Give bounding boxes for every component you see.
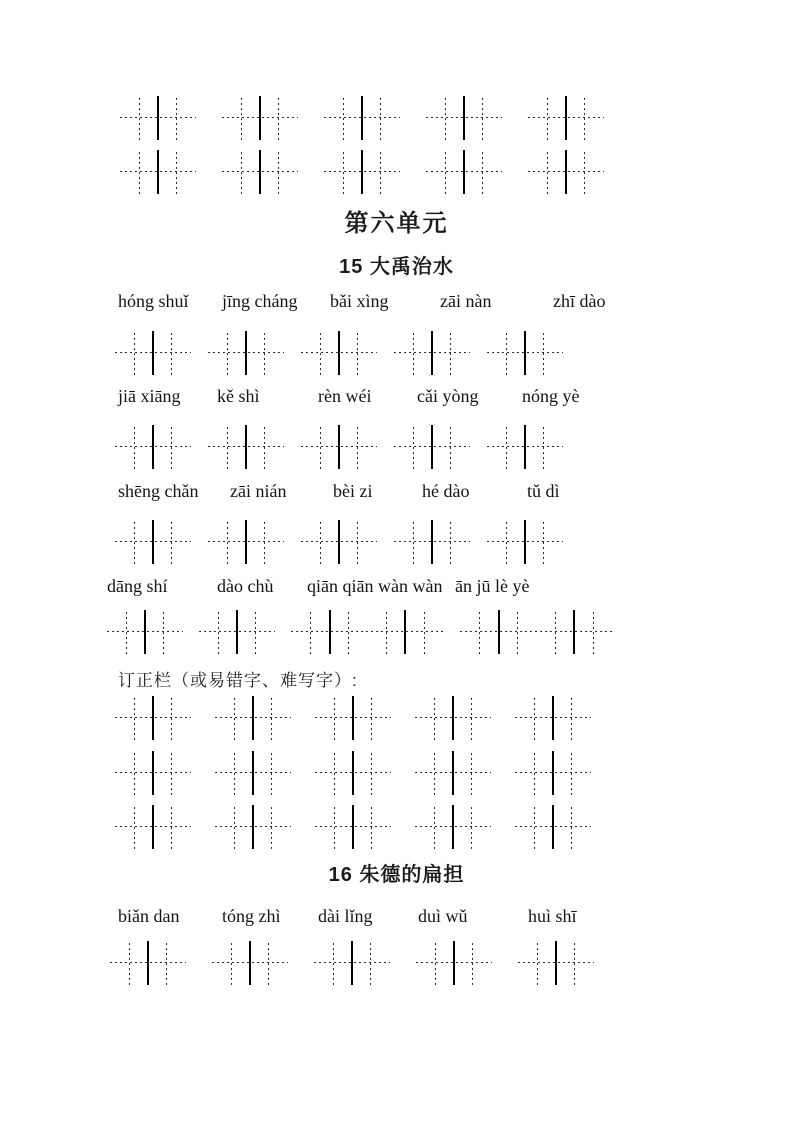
tianzige-grid — [120, 96, 196, 140]
practice-grid-row — [115, 331, 563, 375]
tianzige-grid — [426, 150, 502, 194]
tianzige-grid — [222, 150, 298, 194]
tianzige-grid — [415, 751, 491, 795]
tianzige-grid — [115, 331, 191, 375]
tianzige-grid-wide — [460, 610, 613, 654]
pinyin-word: tóng zhì — [222, 906, 281, 926]
tianzige-grid — [215, 696, 291, 740]
practice-grid-row — [115, 520, 563, 564]
pinyin-row — [0, 291, 793, 317]
tianzige-grid — [315, 751, 391, 795]
practice-grid-row — [120, 150, 604, 194]
pinyin-row — [0, 576, 793, 602]
tianzige-grid — [301, 331, 377, 375]
tianzige-grid — [394, 520, 470, 564]
tianzige-grid — [394, 331, 470, 375]
tianzige-grid — [115, 696, 191, 740]
tianzige-grid — [208, 331, 284, 375]
pinyin-word: huì shī — [528, 906, 577, 926]
tianzige-grid — [301, 520, 377, 564]
pinyin-word: dào chù — [217, 576, 274, 596]
pinyin-word: rèn wéi — [318, 386, 372, 406]
tianzige-grid — [115, 751, 191, 795]
pinyin-word: qiān qiān wàn wàn — [307, 576, 443, 596]
tianzige-grid — [110, 941, 186, 985]
pinyin-word: jīng cháng — [222, 291, 298, 311]
tianzige-grid — [315, 805, 391, 849]
tianzige-grid — [115, 805, 191, 849]
tianzige-grid — [487, 520, 563, 564]
pinyin-word: bèi zi — [333, 481, 373, 501]
practice-grid-row — [107, 610, 613, 654]
pinyin-word: zāi nián — [230, 481, 287, 501]
pinyin-word: dài lǐng — [318, 906, 373, 926]
tianzige-grid — [107, 610, 183, 654]
pinyin-word: hóng shuǐ — [118, 291, 189, 311]
tianzige-grid — [315, 696, 391, 740]
pinyin-row — [0, 481, 793, 507]
tianzige-grid — [115, 425, 191, 469]
tianzige-grid-wide — [291, 610, 444, 654]
pinyin-word: shēng chǎn — [118, 481, 199, 501]
tianzige-grid — [518, 941, 594, 985]
tianzige-grid — [301, 425, 377, 469]
pinyin-row — [0, 386, 793, 412]
tianzige-grid — [215, 805, 291, 849]
tianzige-grid — [208, 520, 284, 564]
pinyin-word: tǔ dì — [527, 481, 560, 501]
tianzige-grid — [426, 96, 502, 140]
unit-title: 第六单元 — [344, 210, 449, 237]
pinyin-word: jiā xiāng — [118, 386, 181, 406]
pinyin-word: bǎi xìng — [330, 291, 389, 311]
pinyin-word: biǎn dan — [118, 906, 180, 926]
tianzige-grid — [314, 941, 390, 985]
tianzige-grid — [115, 520, 191, 564]
pinyin-word: nóng yè — [522, 386, 580, 406]
pinyin-word: zāi nàn — [440, 291, 492, 311]
pinyin-word: zhī dào — [553, 291, 606, 311]
pinyin-word: dāng shí — [107, 576, 168, 596]
tianzige-grid — [394, 425, 470, 469]
practice-grid-row — [120, 96, 604, 140]
practice-grid-row — [115, 696, 591, 740]
pinyin-word: duì wǔ — [418, 906, 468, 926]
tianzige-grid — [528, 96, 604, 140]
lesson-16-title: 16 朱德的扁担 — [328, 864, 465, 886]
tianzige-grid — [199, 610, 275, 654]
tianzige-grid — [515, 696, 591, 740]
correction-label: 订正栏（或易错字、难写字）: — [118, 671, 358, 690]
practice-grid-row — [115, 751, 591, 795]
tianzige-grid — [324, 150, 400, 194]
lesson-15-title: 15 大禹治水 — [339, 256, 454, 278]
pinyin-word: cǎi yòng — [417, 386, 479, 406]
practice-grid-row — [115, 805, 591, 849]
tianzige-grid — [416, 941, 492, 985]
tianzige-grid — [487, 425, 563, 469]
tianzige-grid — [528, 150, 604, 194]
tianzige-grid — [415, 805, 491, 849]
tianzige-grid — [515, 805, 591, 849]
pinyin-row — [0, 906, 793, 932]
tianzige-grid — [212, 941, 288, 985]
tianzige-grid — [515, 751, 591, 795]
tianzige-grid — [215, 751, 291, 795]
practice-grid-row — [110, 941, 594, 985]
tianzige-grid — [222, 96, 298, 140]
tianzige-grid — [487, 331, 563, 375]
pinyin-word: ān jū lè yè — [455, 576, 530, 596]
tianzige-grid — [208, 425, 284, 469]
pinyin-word: kě shì — [217, 386, 260, 406]
practice-grid-row — [115, 425, 563, 469]
pinyin-word: hé dào — [422, 481, 470, 501]
tianzige-grid — [324, 96, 400, 140]
tianzige-grid — [120, 150, 196, 194]
tianzige-grid — [415, 696, 491, 740]
